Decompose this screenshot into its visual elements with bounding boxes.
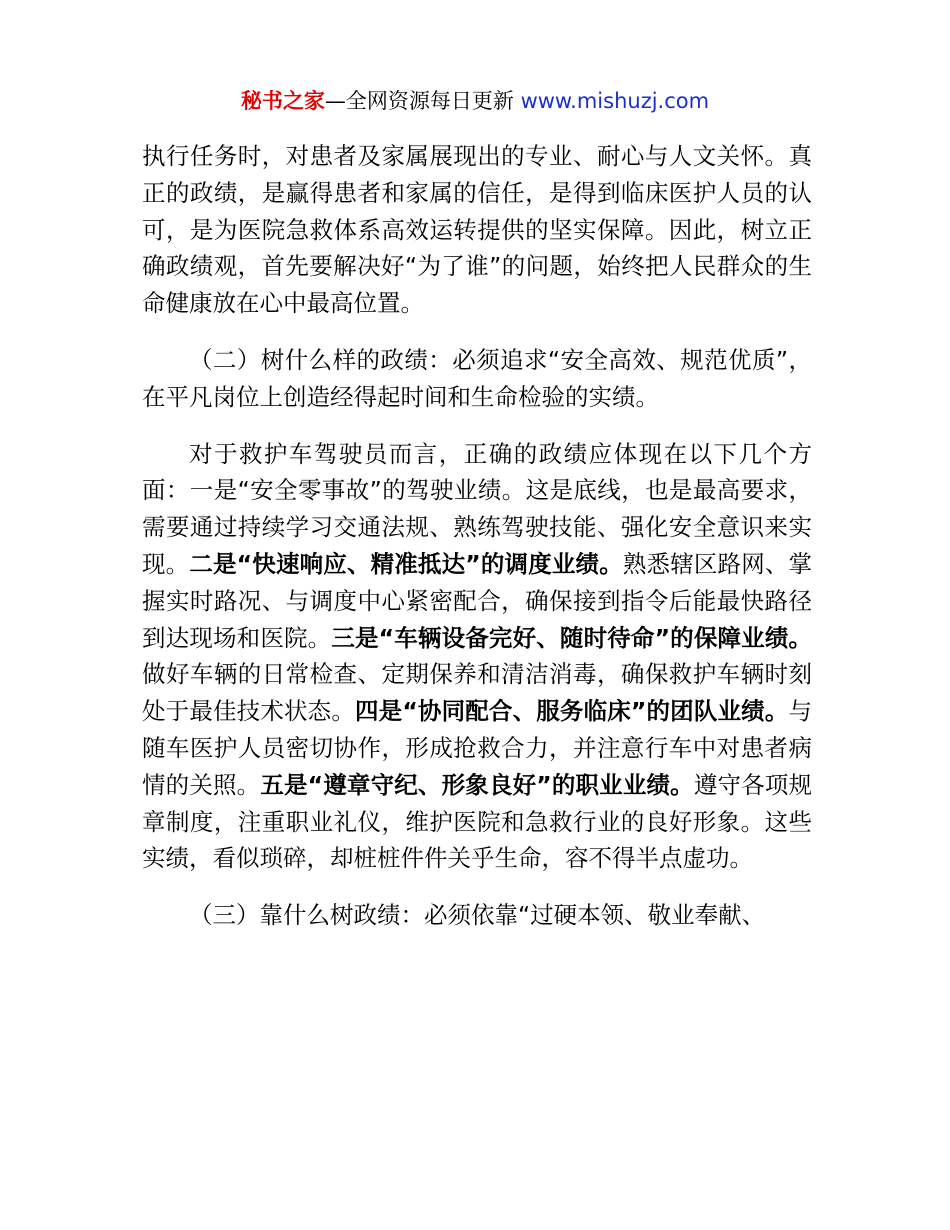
bold-point-3: 三是“车辆设备完好、随时待命”的保障业绩。 (331, 623, 813, 652)
text-segment: 对于救护车驾驶员而言，正确的政绩应体现在以下几个方面：一是“安全零事故”的驾驶业绩。这是底线，也是最高要求，需要通过持续学习交通法规、熟练驾驶技能、强化安全意识来实现。 (142, 439, 812, 578)
bold-point-2: 二是“快速响应、精准抵达”的调度业绩。 (189, 549, 623, 578)
text-segment: 与随车医护人员密切协作，形成抢救合力，并注意行车中对患者病情的关照。 (142, 697, 813, 799)
section-heading-2: （二）树什么样的政绩：必须追求“安全高效、规范优质”，在平凡岗位上创造经得起时间和生命检验的实绩。 (142, 345, 812, 411)
text-segment: 熟悉辖区路网、掌握实时路况、与调度中心紧密配合，确保接到指令后能最快路径到达现场和医院。 (142, 549, 813, 652)
section-heading-3: （三）靠什么树政绩：必须依靠“过硬本领、敬业奉献、 (189, 901, 766, 930)
text-segment: 做好车辆的日常检查、定期保养和清洁消毒，确保救护车辆时刻处于最佳技术状态。 (142, 660, 812, 726)
header-brand: 秘书之家 (240, 89, 325, 113)
paragraph-continuation: 执行任务时，对患者及家属展现出的专业、耐心与人文关怀。真正的政绩，是赢得患者和家属的信任，是得到临床医护人员的认可，是为医院急救体系高效运转提供的坚实保障。因此，树立正确政绩观，首先要解决好“为了谁”的问题，始终把人民群众的生命健康放在心中最高位置。 (142, 142, 812, 318)
text-segment: 遵守各项规章制度，注重职业礼仪，维护医院和急救行业的良好形象。这些实绩，看似琐碎，却桩桩件件关乎生命，容不得半点虚功。 (142, 770, 813, 873)
bold-point-4: 四是“协同配合、服务临床”的团队业绩。 (354, 697, 789, 726)
header-tagline: —全网资源每日更新 (324, 89, 514, 113)
document-body (142, 138, 812, 934)
header-url[interactable]: www.mishuzj.com (520, 89, 710, 113)
bold-point-5: 五是“遵章守纪、形象良好”的职业业绩。 (260, 770, 694, 799)
paragraph-achievements (142, 436, 812, 878)
page-header (0, 86, 950, 116)
